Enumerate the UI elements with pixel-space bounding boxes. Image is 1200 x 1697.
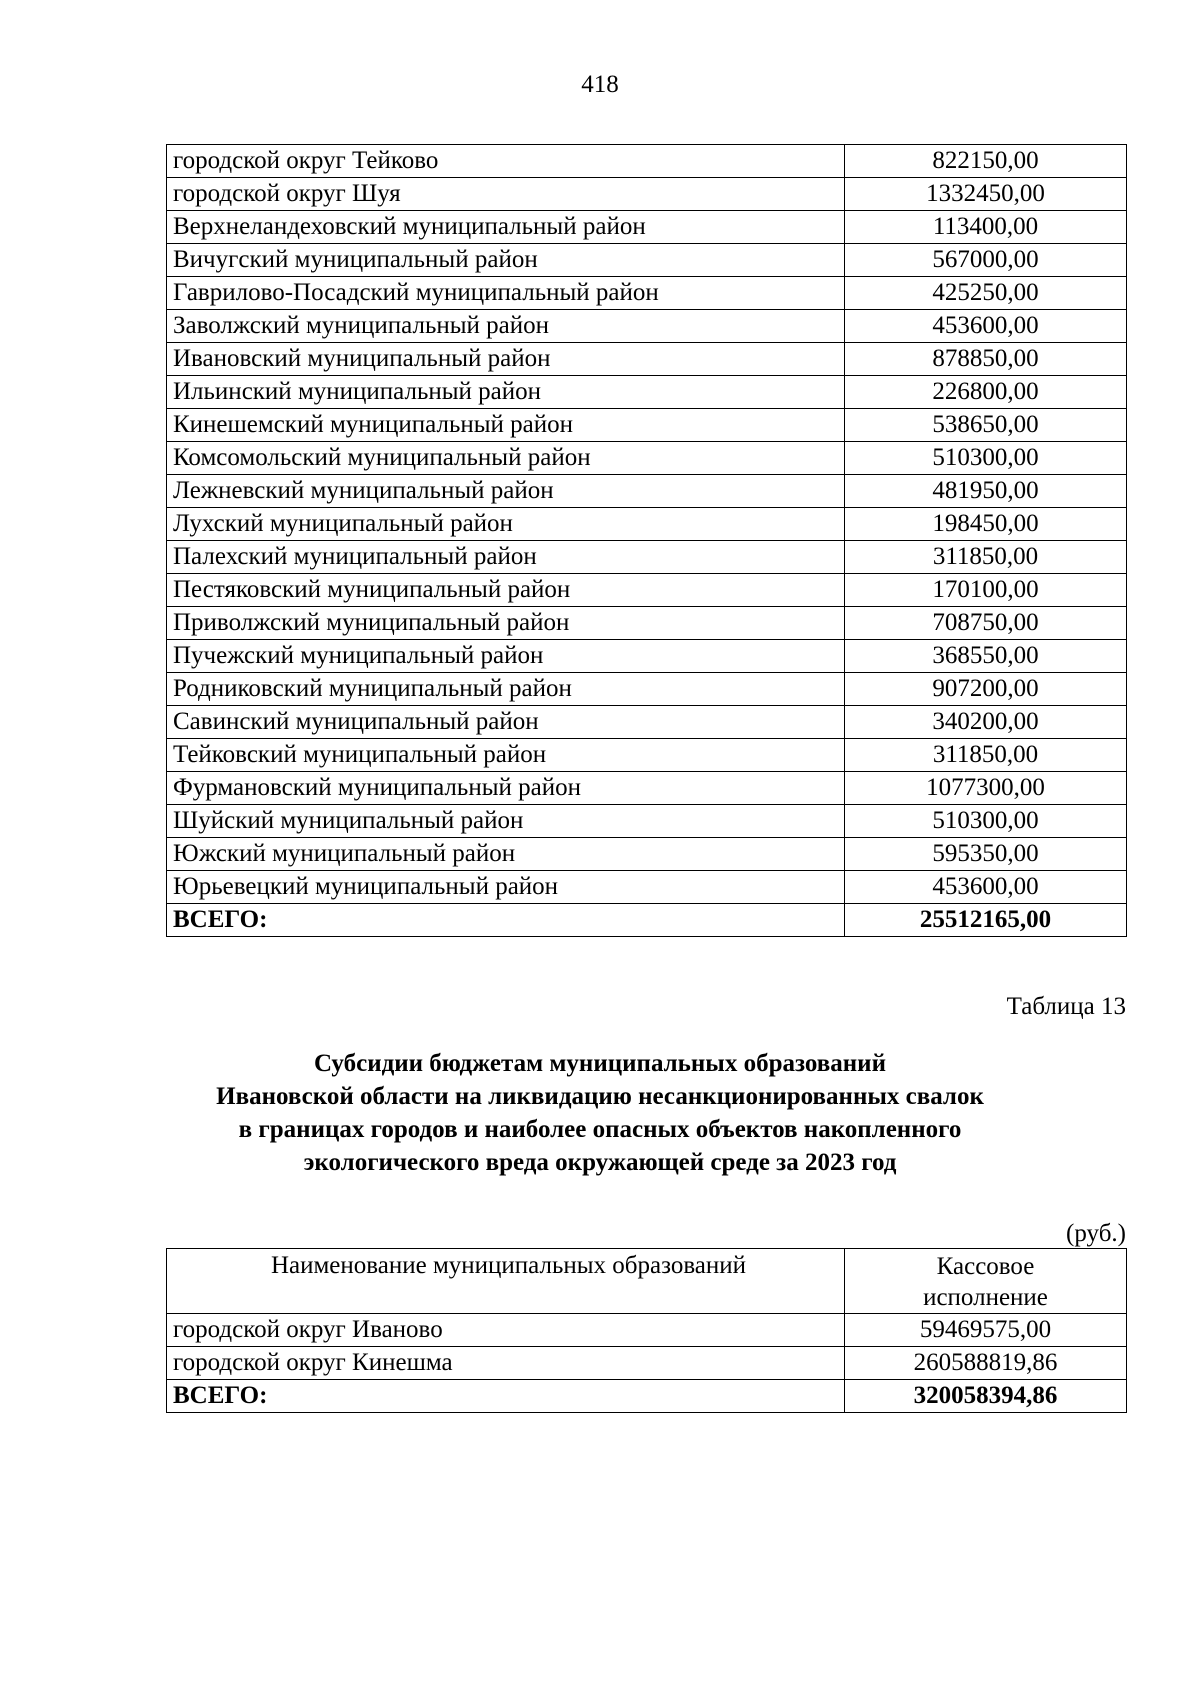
column-header-value bbox=[845, 1249, 1127, 1314]
table-row bbox=[167, 277, 1127, 310]
municipality-name: Фурмановский муниципальный район bbox=[167, 772, 845, 805]
amount-value: 708750,00 bbox=[845, 607, 1127, 640]
table-row bbox=[167, 244, 1127, 277]
municipality-name: Пестяковский муниципальный район bbox=[167, 574, 845, 607]
table-row bbox=[167, 871, 1127, 904]
table-row bbox=[167, 805, 1127, 838]
table-row bbox=[167, 409, 1127, 442]
amount-value: 260588819,86 bbox=[845, 1347, 1127, 1380]
municipality-name: городской округ Иваново bbox=[167, 1314, 845, 1347]
column-header-name: Наименование муниципальных образований bbox=[167, 1249, 845, 1314]
amount-value: 425250,00 bbox=[845, 277, 1127, 310]
subsidy-table-continued-body bbox=[167, 145, 1127, 937]
table-header-row bbox=[167, 1249, 1127, 1314]
municipality-name: Палехский муниципальный район bbox=[167, 541, 845, 574]
municipality-name: городской округ Кинешма bbox=[167, 1347, 845, 1380]
table-row bbox=[167, 310, 1127, 343]
amount-value: 538650,00 bbox=[845, 409, 1127, 442]
table-title-line: Субсидии бюджетам муниципальных образований bbox=[314, 1050, 886, 1077]
municipality-name: Гаврилово-Посадский муниципальный район bbox=[167, 277, 845, 310]
municipality-name: городской округ Тейково bbox=[167, 145, 845, 178]
table-row bbox=[167, 442, 1127, 475]
municipality-name: Комсомольский муниципальный район bbox=[167, 442, 845, 475]
total-label: ВСЕГО: bbox=[167, 1380, 845, 1413]
amount-value: 907200,00 bbox=[845, 673, 1127, 706]
total-value: 320058394,86 bbox=[845, 1380, 1127, 1413]
amount-value: 595350,00 bbox=[845, 838, 1127, 871]
amount-value: 481950,00 bbox=[845, 475, 1127, 508]
table-row bbox=[167, 838, 1127, 871]
municipality-name: Заволжский муниципальный район bbox=[167, 310, 845, 343]
amount-value: 1332450,00 bbox=[845, 178, 1127, 211]
currency-unit: (руб.) bbox=[1066, 1220, 1126, 1247]
amount-value: 453600,00 bbox=[845, 871, 1127, 904]
total-label: ВСЕГО: bbox=[167, 904, 845, 937]
table-title-line: Ивановской области на ликвидацию несанкционированных свалок bbox=[216, 1083, 984, 1110]
table-row bbox=[167, 772, 1127, 805]
municipality-name: Верхнеландеховский муниципальный район bbox=[167, 211, 845, 244]
table-title bbox=[0, 1047, 1200, 1179]
amount-value: 453600,00 bbox=[845, 310, 1127, 343]
total-row bbox=[167, 1380, 1127, 1413]
subsidy-table-continued bbox=[166, 144, 1127, 937]
municipality-name: Юрьевецкий муниципальный район bbox=[167, 871, 845, 904]
municipality-name: Ильинский муниципальный район bbox=[167, 376, 845, 409]
table-row bbox=[167, 376, 1127, 409]
municipality-name: Шуйский муниципальный район bbox=[167, 805, 845, 838]
municipality-name: Родниковский муниципальный район bbox=[167, 673, 845, 706]
municipality-name: Приволжский муниципальный район bbox=[167, 607, 845, 640]
table-row bbox=[167, 706, 1127, 739]
amount-value: 340200,00 bbox=[845, 706, 1127, 739]
amount-value: 311850,00 bbox=[845, 739, 1127, 772]
amount-value: 1077300,00 bbox=[845, 772, 1127, 805]
table-row bbox=[167, 211, 1127, 244]
table-row bbox=[167, 739, 1127, 772]
table-row bbox=[167, 145, 1127, 178]
table-row bbox=[167, 1347, 1127, 1380]
amount-value: 368550,00 bbox=[845, 640, 1127, 673]
landfill-subsidy-table-body bbox=[167, 1249, 1127, 1413]
municipality-name: Кинешемский муниципальный район bbox=[167, 409, 845, 442]
table-title-line: экологического вреда окружающей среде за 2023 год bbox=[303, 1149, 897, 1176]
table-row bbox=[167, 508, 1127, 541]
municipality-name: Пучежский муниципальный район bbox=[167, 640, 845, 673]
municipality-name: Южский муниципальный район bbox=[167, 838, 845, 871]
table-title-line: в границах городов и наиболее опасных объектов накопленного bbox=[238, 1116, 962, 1143]
municipality-name: Лежневский муниципальный район bbox=[167, 475, 845, 508]
total-row bbox=[167, 904, 1127, 937]
total-value: 25512165,00 bbox=[845, 904, 1127, 937]
table-caption: Таблица 13 bbox=[1006, 993, 1126, 1020]
table-row bbox=[167, 475, 1127, 508]
column-header-value-line: исполнение bbox=[923, 1284, 1048, 1311]
amount-value: 311850,00 bbox=[845, 541, 1127, 574]
amount-value: 59469575,00 bbox=[845, 1314, 1127, 1347]
municipality-name: Тейковский муниципальный район bbox=[167, 739, 845, 772]
amount-value: 510300,00 bbox=[845, 805, 1127, 838]
municipality-name: Ивановский муниципальный район bbox=[167, 343, 845, 376]
amount-value: 226800,00 bbox=[845, 376, 1127, 409]
table-row bbox=[167, 178, 1127, 211]
landfill-subsidy-table bbox=[166, 1248, 1127, 1413]
amount-value: 822150,00 bbox=[845, 145, 1127, 178]
table-row bbox=[167, 673, 1127, 706]
table-row bbox=[167, 343, 1127, 376]
amount-value: 198450,00 bbox=[845, 508, 1127, 541]
amount-value: 878850,00 bbox=[845, 343, 1127, 376]
municipality-name: Вичугский муниципальный район bbox=[167, 244, 845, 277]
amount-value: 510300,00 bbox=[845, 442, 1127, 475]
column-header-value-line: Кассовое bbox=[936, 1253, 1035, 1280]
table-row bbox=[167, 607, 1127, 640]
municipality-name: Савинский муниципальный район bbox=[167, 706, 845, 739]
municipality-name: Лухский муниципальный район bbox=[167, 508, 845, 541]
amount-value: 113400,00 bbox=[845, 211, 1127, 244]
table-row bbox=[167, 574, 1127, 607]
page-number: 418 bbox=[581, 71, 619, 98]
amount-value: 567000,00 bbox=[845, 244, 1127, 277]
table-row bbox=[167, 640, 1127, 673]
table-row bbox=[167, 1314, 1127, 1347]
municipality-name: городской округ Шуя bbox=[167, 178, 845, 211]
amount-value: 170100,00 bbox=[845, 574, 1127, 607]
table-row bbox=[167, 541, 1127, 574]
